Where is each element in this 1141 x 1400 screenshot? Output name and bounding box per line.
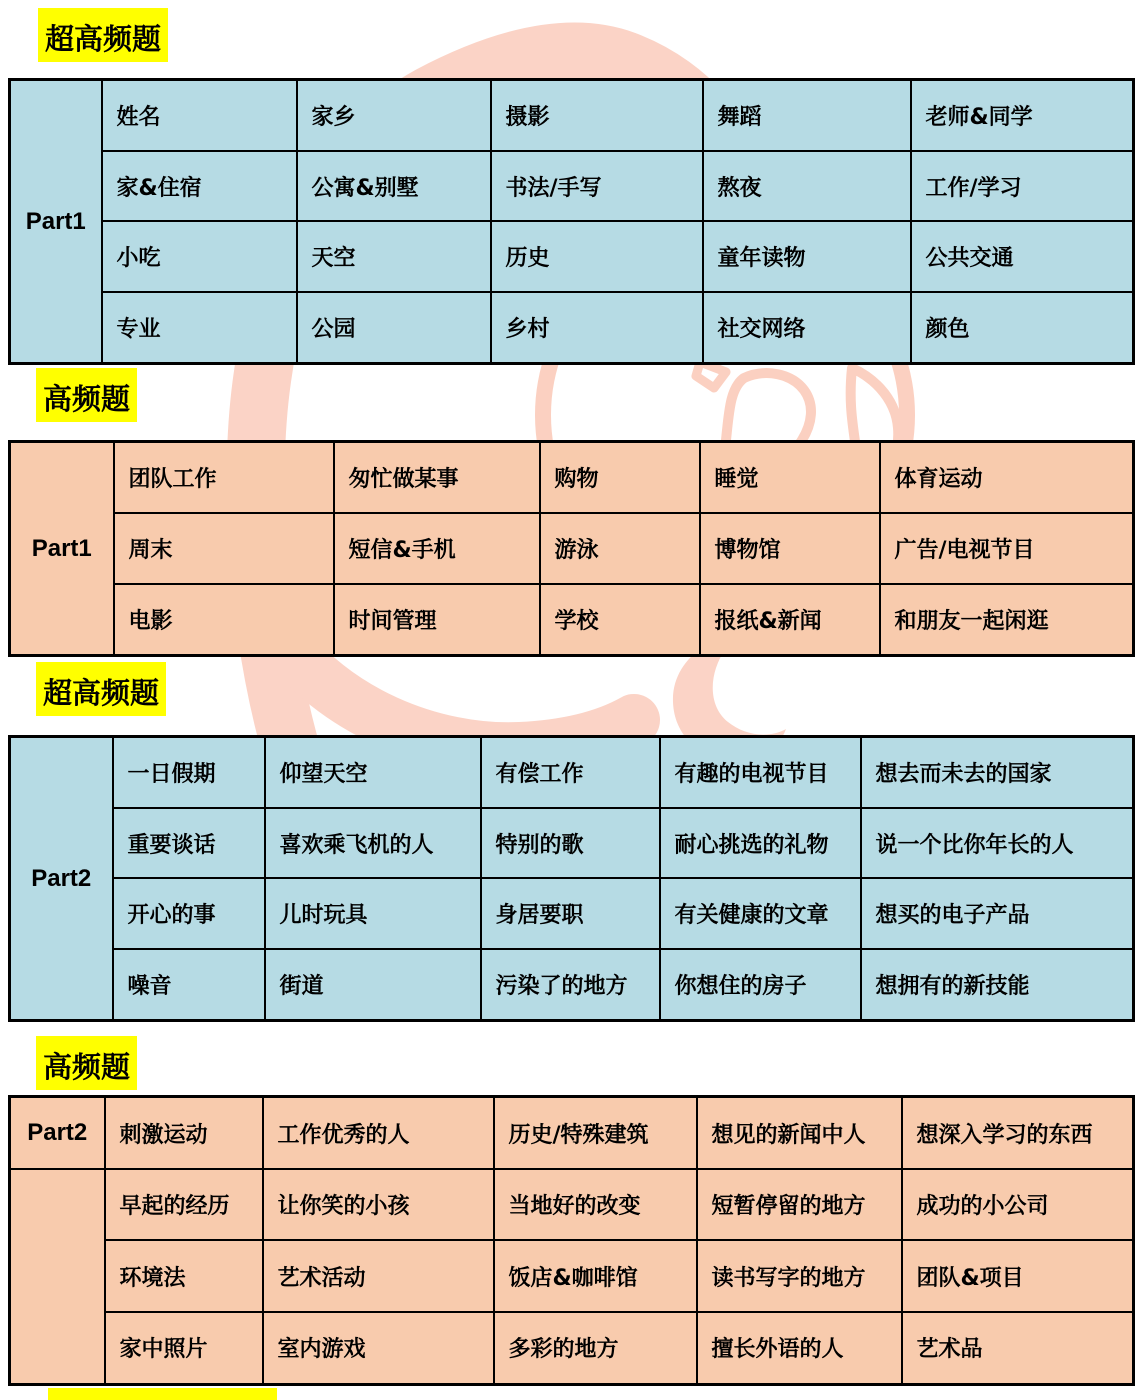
topic-cell: 姓名 — [102, 80, 297, 152]
table-row — [10, 808, 1134, 878]
part-label-cell: Part1 — [10, 80, 102, 364]
table-row — [10, 442, 1134, 514]
topic-cell: 一日假期 — [113, 737, 265, 809]
topic-cell: 团队工作 — [114, 442, 334, 514]
topic-cell: 天空 — [297, 221, 491, 291]
topic-cell: 摄影 — [491, 80, 703, 152]
topic-cell: 喜欢乘飞机的人 — [265, 808, 481, 878]
topic-cell: 专业 — [102, 292, 297, 364]
topic-cell: 和朋友一起闲逛 — [880, 584, 1134, 656]
topic-cell: 书法/手写 — [491, 151, 703, 221]
topic-cell: 你想住的房子 — [660, 949, 861, 1021]
topic-cell: 读书写字的地方 — [697, 1240, 902, 1311]
topic-cell: 早起的经历 — [105, 1169, 263, 1240]
topic-cell: 仰望天空 — [265, 737, 481, 809]
table-row — [10, 513, 1134, 584]
topic-cell: 重要谈话 — [113, 808, 265, 878]
section-heading-super-high-freq-part2: 超高频题 — [36, 662, 166, 716]
part-empty-cell — [10, 1169, 105, 1384]
topic-cell: 睡觉 — [700, 442, 880, 514]
topic-cell: 公寓&别墅 — [297, 151, 491, 221]
topic-cell: 有关健康的文章 — [660, 878, 861, 948]
topic-cell: 噪音 — [113, 949, 265, 1021]
part-label-cell: Part1 — [10, 442, 114, 656]
topic-cell: 时间管理 — [334, 584, 540, 656]
topic-cell: 乡村 — [491, 292, 703, 364]
table-row — [10, 1169, 1134, 1240]
topic-cell: 工作/学习 — [911, 151, 1134, 221]
topic-cell: 短暂停留的地方 — [697, 1169, 902, 1240]
part2-super-high-freq-table — [8, 735, 1135, 1022]
topic-cell: 擅长外语的人 — [697, 1312, 902, 1385]
topic-cell: 公共交通 — [911, 221, 1134, 291]
topic-cell: 特别的歌 — [481, 808, 660, 878]
table-row — [10, 878, 1134, 948]
topic-cell: 当地好的改变 — [494, 1169, 697, 1240]
topic-cell: 污染了的地方 — [481, 949, 660, 1021]
topic-cell: 艺术品 — [902, 1312, 1134, 1385]
section-heading-high-freq-part1: 高频题 — [36, 368, 137, 422]
table-row — [10, 1312, 1134, 1385]
topic-cell: 博物馆 — [700, 513, 880, 584]
topic-cell: 刺激运动 — [105, 1097, 263, 1170]
table-row — [10, 151, 1134, 221]
table-row — [10, 737, 1134, 809]
topic-cell: 报纸&新闻 — [700, 584, 880, 656]
part1-high-freq-table — [8, 440, 1135, 657]
topic-cell: 电影 — [114, 584, 334, 656]
part2-high-freq-table — [8, 1095, 1135, 1386]
topic-cell: 游泳 — [540, 513, 700, 584]
topic-cell: 想去而未去的国家 — [861, 737, 1134, 809]
topic-cell: 想买的电子产品 — [861, 878, 1134, 948]
topic-cell: 家&住宿 — [102, 151, 297, 221]
topic-cell: 开心的事 — [113, 878, 265, 948]
topic-cell: 历史/特殊建筑 — [494, 1097, 697, 1170]
topic-cell: 街道 — [265, 949, 481, 1021]
topic-cell: 团队&项目 — [902, 1240, 1134, 1311]
next-section-highlight-partial — [48, 1388, 277, 1400]
section-heading-high-freq-part2: 高频题 — [36, 1036, 137, 1090]
topic-cell: 周末 — [114, 513, 334, 584]
part-label-cell: Part2 — [10, 737, 113, 1021]
topic-cell: 有偿工作 — [481, 737, 660, 809]
topic-cell: 颜色 — [911, 292, 1134, 364]
topic-cell: 儿时玩具 — [265, 878, 481, 948]
topic-cell: 熬夜 — [703, 151, 911, 221]
topic-cell: 匆忙做某事 — [334, 442, 540, 514]
topic-cell: 公园 — [297, 292, 491, 364]
topic-cell: 艺术活动 — [263, 1240, 494, 1311]
part1-super-high-freq-table — [8, 78, 1135, 365]
topic-cell: 广告/电视节目 — [880, 513, 1134, 584]
topic-cell: 身居要职 — [481, 878, 660, 948]
topic-cell: 环境法 — [105, 1240, 263, 1311]
table-row — [10, 292, 1134, 364]
topic-cell: 短信&手机 — [334, 513, 540, 584]
topic-cell: 体育运动 — [880, 442, 1134, 514]
topic-cell: 想见的新闻中人 — [697, 1097, 902, 1170]
topic-cell: 有趣的电视节目 — [660, 737, 861, 809]
topic-cell: 说一个比你年长的人 — [861, 808, 1134, 878]
table-row — [10, 221, 1134, 291]
topic-cell: 小吃 — [102, 221, 297, 291]
topic-cell: 学校 — [540, 584, 700, 656]
topic-cell: 室内游戏 — [263, 1312, 494, 1385]
topic-cell: 购物 — [540, 442, 700, 514]
topic-cell: 童年读物 — [703, 221, 911, 291]
table-row — [10, 584, 1134, 656]
topic-cell: 多彩的地方 — [494, 1312, 697, 1385]
topic-cell: 想拥有的新技能 — [861, 949, 1134, 1021]
watermark-continent-1 — [696, 362, 726, 388]
section-heading-super-high-freq-part1: 超高频题 — [38, 8, 168, 62]
topic-cell: 饭店&咖啡馆 — [494, 1240, 697, 1311]
table-row — [10, 949, 1134, 1021]
topic-cell: 让你笑的小孩 — [263, 1169, 494, 1240]
topic-cell: 历史 — [491, 221, 703, 291]
topic-cell: 家乡 — [297, 80, 491, 152]
topic-cell: 舞蹈 — [703, 80, 911, 152]
table-row — [10, 1240, 1134, 1311]
topic-cell: 社交网络 — [703, 292, 911, 364]
table-row — [10, 80, 1134, 152]
topic-cell: 成功的小公司 — [902, 1169, 1134, 1240]
topic-cell: 耐心挑选的礼物 — [660, 808, 861, 878]
topic-cell: 家中照片 — [105, 1312, 263, 1385]
topic-cell: 想深入学习的东西 — [902, 1097, 1134, 1170]
topic-cell: 工作优秀的人 — [263, 1097, 494, 1170]
table-row — [10, 1097, 1134, 1170]
part-label-cell: Part2 — [10, 1097, 105, 1170]
topic-cell: 老师&同学 — [911, 80, 1134, 152]
